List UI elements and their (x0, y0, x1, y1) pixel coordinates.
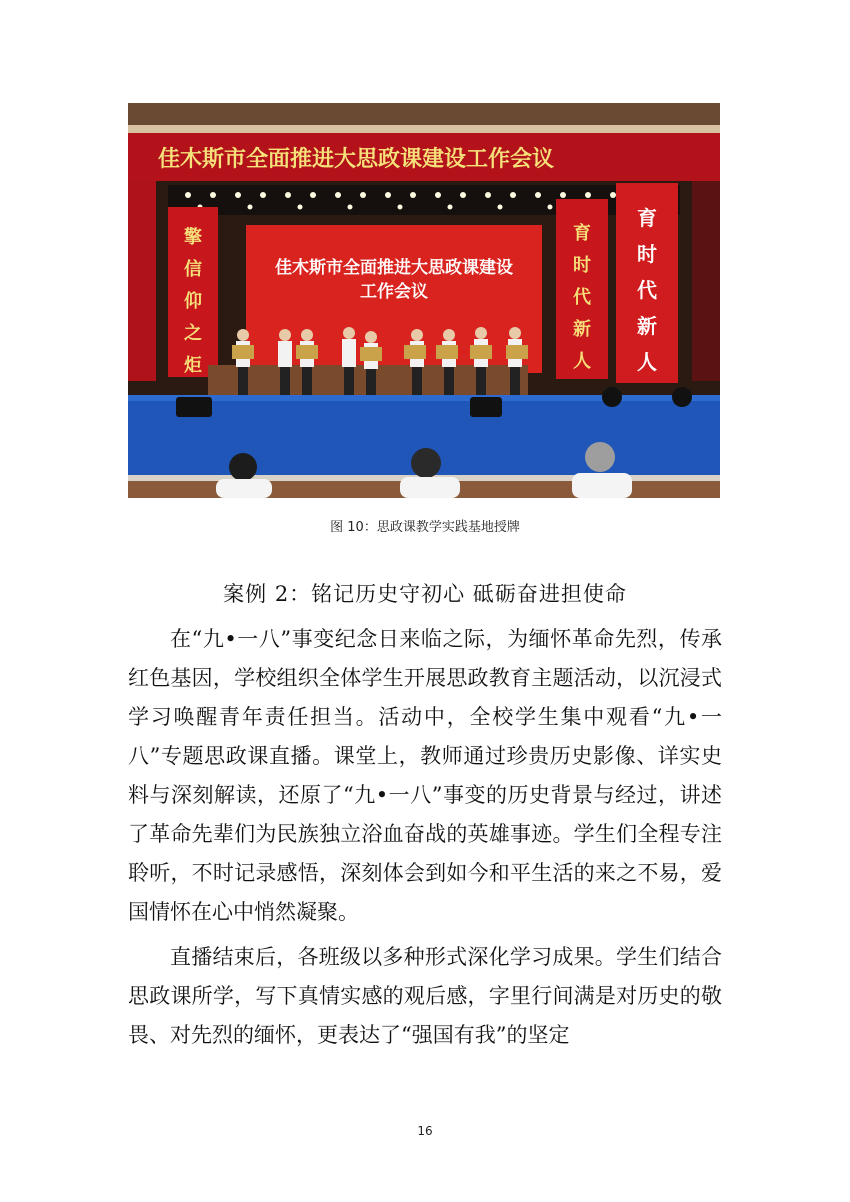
top-banner-text: 佳木斯市全面推进大思政课建设工作会议 (158, 147, 555, 172)
right-inner-banner-char: 新 (573, 319, 591, 340)
right-inner-banner-char: 人 (573, 351, 591, 372)
right-outer-banner-char: 时 (637, 242, 657, 266)
right-inner-banner-char: 时 (573, 255, 591, 276)
paragraph: 直播结束后，各班级以多种形式深化学习成果。学生们结合思政课所学，写下真情实感的观后感，字里行间满是对历史的敬畏、对先烈的缅怀，更表达了“强国有我”的坚定 (128, 945, 722, 1047)
left-banner-char: 擎 (184, 227, 202, 248)
right-outer-banner-char: 人 (637, 350, 657, 374)
paragraph: 在“九•一八”事变纪念日来临之际，为缅怀革命先烈，传承红色基因，学校组织全体学生开展思政教育主题活动，以沉浸式学习唤醒青年责任担当。活动中，全校学生集中观看“九•一八”专题思政课直播。课堂上，教师通过珍贵历史影像、详实史料与深刻解读，还原了“九•一八”事变的历史背景与经过，讲述了革命先辈们为民族独立浴血奋战的英雄事迹。学生们全程专注聆听，不时记录感悟，深刻体会到如今和平生活的来之不易，爱国情怀在心中悄然凝聚。 (128, 627, 722, 924)
case-body (128, 620, 722, 1061)
figure-caption: 图 10：思政课教学实践基地授牌 (330, 520, 520, 535)
right-inner-banner-char: 代 (573, 287, 591, 308)
right-inner-banner-char: 育 (573, 223, 591, 244)
left-banner-char: 炬 (184, 355, 202, 376)
conference-photo (128, 103, 720, 498)
screen-title-line1: 佳木斯市全面推进大思政课建设 (275, 258, 513, 278)
page-number: 16 (417, 1124, 433, 1138)
case-title: 案例 2：铭记历史守初心 砥砺奋进担使命 (223, 582, 627, 606)
left-banner-char: 之 (184, 323, 202, 344)
right-outer-banner-char: 新 (637, 314, 657, 338)
left-banner-char: 信 (184, 259, 202, 280)
left-banner-char: 仰 (184, 291, 202, 312)
right-outer-banner-char: 代 (637, 278, 657, 302)
right-outer-banner-char: 育 (637, 206, 657, 230)
screen-title-line2: 工作会议 (360, 282, 428, 302)
